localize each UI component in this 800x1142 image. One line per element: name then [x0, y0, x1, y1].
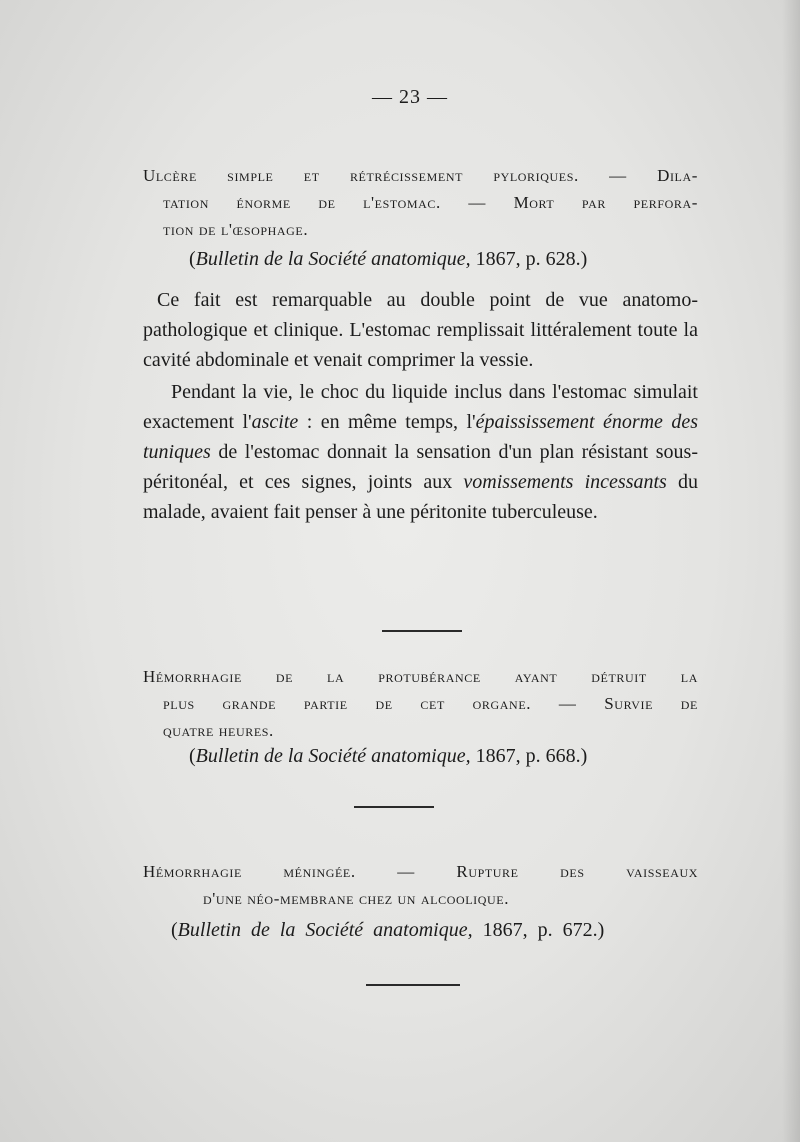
- paragraph-text: Pendant la vie, le choc du liquide inclus dans l'estomac simulait exactement l': [143, 381, 698, 433]
- citation-open: (: [171, 919, 178, 941]
- title-line: Hémorrhagie de la protubérance ayant détruit la: [143, 667, 698, 686]
- entry-title: [143, 663, 698, 744]
- end-divider: [366, 984, 460, 986]
- title-line: tion de l'œsophage.: [163, 220, 309, 239]
- citation-source: Bulletin de la Société anatomique,: [195, 248, 471, 270]
- entry-meningee: [143, 858, 698, 944]
- page-edge-shadow: [782, 0, 800, 1142]
- title-line: quatre heures.: [163, 721, 274, 740]
- section-divider: [382, 630, 462, 632]
- section-divider: [354, 806, 434, 808]
- paragraph-italic: vomissements incessants: [463, 471, 667, 493]
- paragraph-text: du malade, avaient fait penser à une péritonite tuberculeuse.: [143, 471, 699, 523]
- citation: [143, 916, 698, 944]
- entry-title: [143, 162, 698, 243]
- paragraph-text: de l'estomac donnait la sensation d'un plan résistant sous-péritonéal, et ces signes, joints aux: [143, 441, 698, 493]
- page-number: — 23 —: [372, 86, 448, 108]
- paragraph-italic: ascite: [251, 411, 299, 433]
- citation-year-page: 1867, p. 672.): [472, 919, 605, 941]
- paragraph-text: Ce fait est remarquable au double point de vue anatomo-pathologique et clinique. L'estomac remplissait littéralement toute la cavité abdominale et venait comprimer la vessie.: [143, 289, 698, 371]
- citation-source: Bulletin de la Société anatomique,: [177, 919, 473, 941]
- citation: [143, 742, 698, 770]
- title-line: Hémorrhagie méningée. — Rupture des vaisseaux: [143, 862, 698, 881]
- paragraph-italic: épaississement énorme des tuniques: [143, 411, 698, 463]
- title-line: plus grande partie de cet organe. — Survie de: [163, 694, 698, 713]
- citation-year-page: 1867, p. 668.): [470, 745, 588, 767]
- citation-open: (: [189, 248, 196, 270]
- citation-source: Bulletin de la Société anatomique,: [195, 745, 471, 767]
- title-line: d'une néo-membrane chez un alcoolique.: [203, 889, 510, 908]
- body-paragraph: [143, 377, 698, 527]
- citation: [143, 245, 698, 273]
- entry-protuberance: [143, 663, 698, 770]
- citation-open: (: [189, 745, 196, 767]
- entry-ulcere: [143, 162, 698, 527]
- title-line: Ulcère simple et rétrécissement pyloriques. — Dila-: [143, 166, 698, 185]
- paragraph-text: : en même temps, l': [298, 411, 476, 433]
- entry-title: [143, 858, 698, 912]
- citation-year-page: 1867, p. 628.): [470, 248, 588, 270]
- body-paragraph: [143, 285, 698, 375]
- title-line: tation énorme de l'estomac. — Mort par perfora-: [163, 193, 698, 212]
